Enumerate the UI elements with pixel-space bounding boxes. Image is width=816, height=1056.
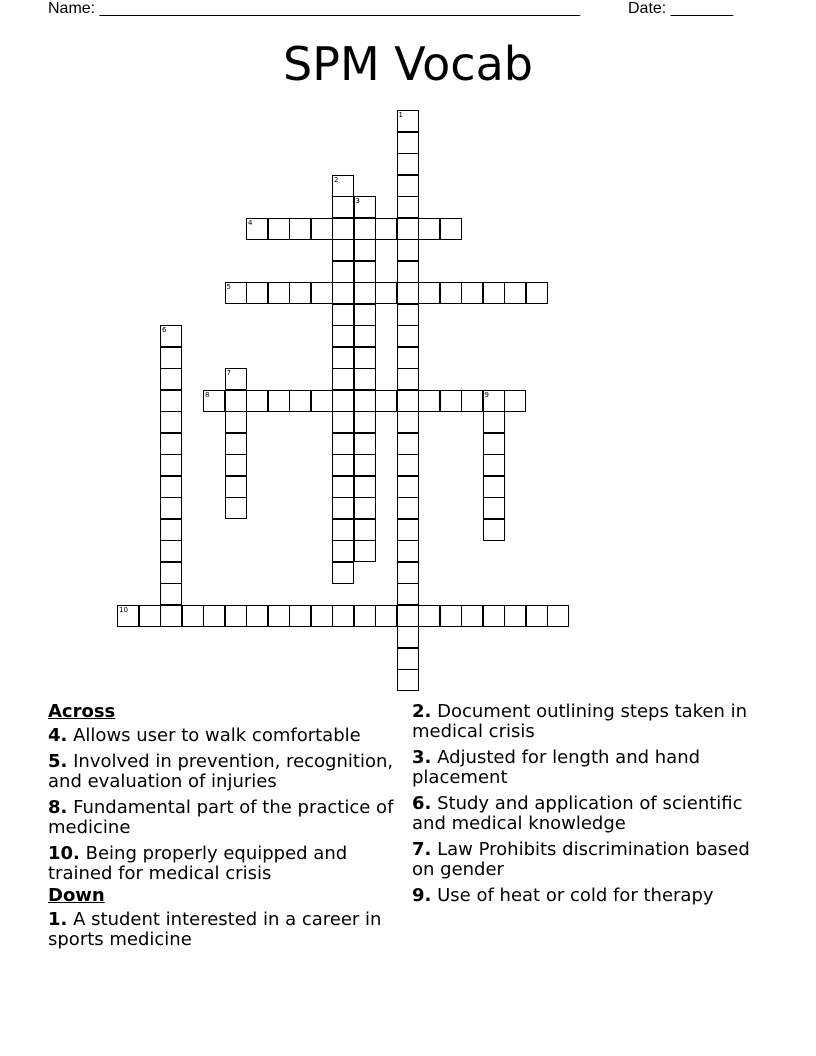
grid-cell[interactable] xyxy=(397,411,419,433)
grid-cell[interactable] xyxy=(160,583,182,605)
grid-cell[interactable] xyxy=(418,605,440,627)
grid-cell[interactable] xyxy=(397,196,419,218)
down-clue: 7. Law Prohibits discrimination based on gender xyxy=(412,839,750,880)
grid-cell[interactable] xyxy=(160,540,182,562)
grid-cell[interactable] xyxy=(160,368,182,390)
across-heading: Across xyxy=(48,701,116,722)
grid-cell[interactable] xyxy=(547,605,569,627)
grid-cell[interactable] xyxy=(483,476,505,498)
grid-cell[interactable] xyxy=(354,454,376,476)
grid-cell[interactable] xyxy=(397,669,419,691)
grid-cell[interactable] xyxy=(332,304,354,326)
clue-number: 10 xyxy=(119,605,128,614)
grid-cell[interactable] xyxy=(354,347,376,369)
grid-cell[interactable] xyxy=(354,540,376,562)
grid-cell[interactable] xyxy=(483,411,505,433)
grid-cell[interactable] xyxy=(268,282,290,304)
grid-cell[interactable] xyxy=(440,218,462,240)
grid-cell[interactable] xyxy=(397,304,419,326)
grid-cell[interactable] xyxy=(397,540,419,562)
down-clue: 1. A student interested in a career in sports medicine xyxy=(48,909,382,950)
grid-cell[interactable] xyxy=(354,605,376,627)
grid-cell[interactable] xyxy=(246,605,268,627)
grid-cell[interactable] xyxy=(225,433,247,455)
grid-cell[interactable] xyxy=(397,218,419,240)
grid-cell[interactable] xyxy=(483,605,505,627)
grid-cell[interactable] xyxy=(332,282,354,304)
grid-cell[interactable] xyxy=(160,325,182,347)
grid-cell[interactable] xyxy=(160,519,182,541)
grid-cell[interactable] xyxy=(289,218,311,240)
grid-cell[interactable] xyxy=(332,519,354,541)
grid-cell[interactable] xyxy=(397,626,419,648)
grid-cell[interactable] xyxy=(526,605,548,627)
page-title: SPM Vocab xyxy=(283,37,533,91)
grid-cell[interactable] xyxy=(225,368,247,390)
grid-cell[interactable] xyxy=(354,325,376,347)
grid-cell[interactable] xyxy=(160,411,182,433)
grid-cell[interactable] xyxy=(289,282,311,304)
clues-left-column xyxy=(48,702,408,956)
grid-cell[interactable] xyxy=(225,476,247,498)
across-clue: 8. Fundamental part of the practice of medicine xyxy=(48,797,394,838)
grid-cell[interactable] xyxy=(160,433,182,455)
clue-number: 6 xyxy=(162,326,167,334)
clues-right-column xyxy=(412,702,772,912)
grid-cell[interactable] xyxy=(397,325,419,347)
grid-cell[interactable] xyxy=(397,648,419,670)
across-clue: 10. Being properly equipped and trained for medical crisis xyxy=(48,843,348,884)
down-clue: 9. Use of heat or cold for therapy xyxy=(412,885,714,906)
grid-cell[interactable] xyxy=(397,368,419,390)
grid-cell[interactable] xyxy=(354,196,376,218)
grid-cell[interactable] xyxy=(354,411,376,433)
grid-cell[interactable] xyxy=(160,605,182,627)
grid-cell[interactable] xyxy=(397,153,419,175)
grid-cell[interactable] xyxy=(397,390,419,412)
grid-cell[interactable] xyxy=(332,476,354,498)
grid-cell[interactable] xyxy=(246,390,268,412)
grid-cell[interactable] xyxy=(354,239,376,261)
grid-cell[interactable] xyxy=(225,497,247,519)
grid-cell[interactable] xyxy=(354,304,376,326)
grid-cell[interactable] xyxy=(397,476,419,498)
grid-cell[interactable] xyxy=(354,476,376,498)
grid-cell[interactable] xyxy=(332,497,354,519)
grid-cell[interactable] xyxy=(332,605,354,627)
grid-cell[interactable] xyxy=(397,454,419,476)
grid-cell[interactable] xyxy=(397,282,419,304)
grid-cell[interactable] xyxy=(483,519,505,541)
grid-cell[interactable] xyxy=(354,519,376,541)
grid-cell[interactable] xyxy=(268,218,290,240)
grid-cell[interactable] xyxy=(332,411,354,433)
grid-cell[interactable] xyxy=(225,282,247,304)
grid-cell[interactable] xyxy=(418,282,440,304)
grid-cell[interactable] xyxy=(225,454,247,476)
grid-cell[interactable] xyxy=(461,605,483,627)
grid-cell[interactable] xyxy=(483,497,505,519)
grid-cell[interactable] xyxy=(332,562,354,584)
grid-cell[interactable] xyxy=(483,454,505,476)
grid-cell[interactable] xyxy=(354,433,376,455)
grid-cell[interactable] xyxy=(246,282,268,304)
grid-cell[interactable] xyxy=(504,390,526,412)
grid-cell[interactable] xyxy=(332,347,354,369)
grid-cell[interactable] xyxy=(397,433,419,455)
grid-cell[interactable] xyxy=(461,390,483,412)
grid-cell[interactable] xyxy=(160,476,182,498)
grid-cell[interactable] xyxy=(332,390,354,412)
grid-cell[interactable] xyxy=(332,239,354,261)
clue-number: 9 xyxy=(484,390,489,399)
grid-cell[interactable] xyxy=(440,282,462,304)
grid-cell[interactable] xyxy=(354,497,376,519)
grid-cell[interactable] xyxy=(268,390,290,412)
clue-number: 8 xyxy=(205,390,210,399)
grid-cell[interactable] xyxy=(418,218,440,240)
grid-cell[interactable] xyxy=(397,497,419,519)
grid-cell[interactable] xyxy=(397,605,419,627)
grid-cell[interactable] xyxy=(504,605,526,627)
grid-cell[interactable] xyxy=(332,540,354,562)
grid-cell[interactable] xyxy=(332,175,354,197)
grid-cell[interactable] xyxy=(332,261,354,283)
grid-cell[interactable] xyxy=(397,110,419,132)
clue-number: 3 xyxy=(355,197,360,205)
grid-cell[interactable] xyxy=(354,261,376,283)
grid-cell[interactable] xyxy=(375,390,397,412)
grid-cell[interactable] xyxy=(332,368,354,390)
grid-cell[interactable] xyxy=(332,196,354,218)
grid-cell[interactable] xyxy=(246,218,268,240)
grid-cell[interactable] xyxy=(311,282,333,304)
grid-cell[interactable] xyxy=(397,132,419,154)
down-clue: 3. Adjusted for length and hand placement xyxy=(412,747,701,788)
grid-cell[interactable] xyxy=(311,390,333,412)
clue-number: 7 xyxy=(226,369,231,377)
grid-cell[interactable] xyxy=(311,605,333,627)
grid-cell[interactable] xyxy=(182,605,204,627)
grid-cell[interactable] xyxy=(397,261,419,283)
grid-cell[interactable] xyxy=(397,239,419,261)
grid-cell[interactable] xyxy=(311,218,333,240)
grid-cell[interactable] xyxy=(397,175,419,197)
down-heading: Down xyxy=(48,885,105,906)
grid-cell[interactable] xyxy=(117,605,139,627)
grid-cell[interactable] xyxy=(332,218,354,240)
grid-cell[interactable] xyxy=(440,390,462,412)
grid-cell[interactable] xyxy=(483,390,505,412)
grid-cell[interactable] xyxy=(332,325,354,347)
grid-cell[interactable] xyxy=(139,605,161,627)
grid-cell[interactable] xyxy=(354,368,376,390)
across-clue: 4. Allows user to walk comfortable xyxy=(48,725,361,746)
grid-cell[interactable] xyxy=(375,605,397,627)
grid-cell[interactable] xyxy=(289,390,311,412)
grid-cell[interactable] xyxy=(354,218,376,240)
grid-cell[interactable] xyxy=(160,454,182,476)
grid-cell[interactable] xyxy=(375,218,397,240)
grid-cell[interactable] xyxy=(397,519,419,541)
clue-number: 4 xyxy=(248,218,253,227)
clue-number: 2 xyxy=(334,175,339,184)
grid-cell[interactable] xyxy=(225,411,247,433)
grid-cell[interactable] xyxy=(375,282,397,304)
grid-cell[interactable] xyxy=(225,605,247,627)
grid-cell[interactable] xyxy=(160,497,182,519)
grid-cell[interactable] xyxy=(268,605,290,627)
grid-cell[interactable] xyxy=(397,583,419,605)
grid-cell[interactable] xyxy=(354,282,376,304)
grid-cell[interactable] xyxy=(418,390,440,412)
grid-cell[interactable] xyxy=(461,282,483,304)
clue-number: 1 xyxy=(398,111,403,119)
down-clue: 2. Document outlining steps taken in medical crisis xyxy=(412,701,748,742)
grid-cell[interactable] xyxy=(354,390,376,412)
grid-cell[interactable] xyxy=(203,390,225,412)
grid-cell[interactable] xyxy=(397,562,419,584)
down-clue: 6. Study and application of scientific and medical knowledge xyxy=(412,793,743,834)
grid-cell[interactable] xyxy=(225,390,247,412)
grid-cell[interactable] xyxy=(160,390,182,412)
grid-cell[interactable] xyxy=(160,562,182,584)
grid-cell[interactable] xyxy=(504,282,526,304)
grid-cell[interactable] xyxy=(160,347,182,369)
clue-number: 5 xyxy=(226,283,231,291)
across-clue: 5. Involved in prevention, recognition, and evaluation of injuries xyxy=(48,751,394,792)
grid-cell[interactable] xyxy=(289,605,311,627)
grid-cell[interactable] xyxy=(483,282,505,304)
grid-cell[interactable] xyxy=(332,454,354,476)
grid-cell[interactable] xyxy=(526,282,548,304)
date-field-label: Date: _______ xyxy=(628,0,733,17)
grid-cell[interactable] xyxy=(483,433,505,455)
grid-cell[interactable] xyxy=(397,347,419,369)
grid-cell[interactable] xyxy=(203,605,225,627)
name-field-label: Name: ______________________________________________________ xyxy=(48,0,581,17)
grid-cell[interactable] xyxy=(332,433,354,455)
grid-cell[interactable] xyxy=(440,605,462,627)
